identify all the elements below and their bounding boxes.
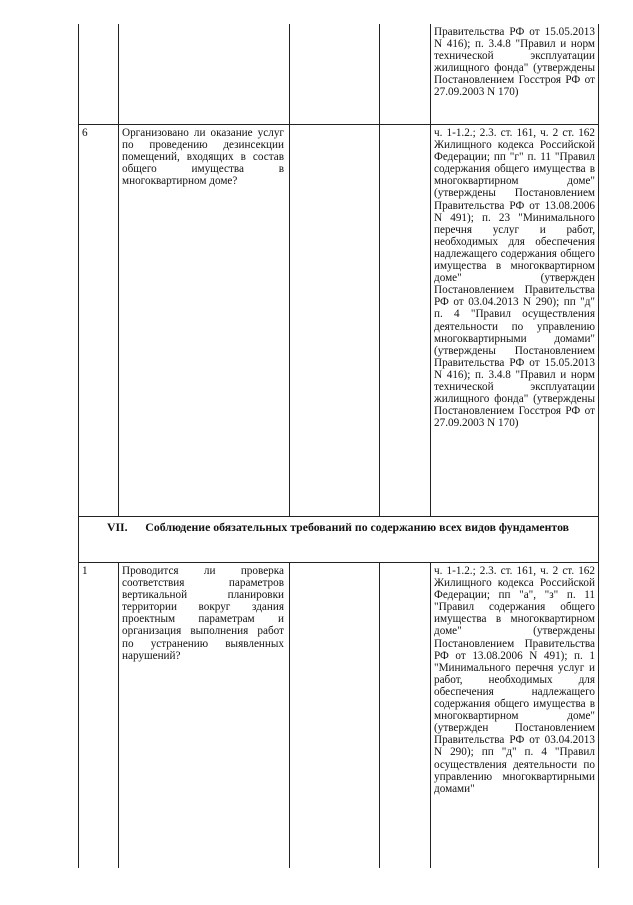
col-border-question-2 xyxy=(289,562,290,868)
col-border-number xyxy=(118,24,119,516)
section-title-text: Соблюдение обязательных требований по содержанию всех видов фундаментов xyxy=(145,520,570,534)
question-cell: Организовано ли оказание услуг по проведению дезинсекции помещений, входящих в состав общего имущества в многоквартирном доме? xyxy=(122,127,284,188)
col-border-mid xyxy=(379,24,380,516)
question-cell: Проводится ли проверка соответствия параметров вертикальной планировки территории вокруг здания проектным параметрам и организация выполнения работ по устранению выявленных нарушений? xyxy=(122,565,284,662)
col-border-basis-2 xyxy=(430,562,431,868)
col-border-basis xyxy=(430,24,431,516)
section-border-right xyxy=(598,516,599,562)
col-border-right-2 xyxy=(598,562,599,868)
section-numeral: VII. xyxy=(106,520,128,534)
col-border-question xyxy=(289,24,290,516)
row-divider xyxy=(78,124,599,125)
section-top-line xyxy=(78,516,599,517)
col-border-left xyxy=(78,24,79,516)
row-number: 1 xyxy=(82,565,88,577)
col-border-left-2 xyxy=(78,562,79,868)
col-border-mid-2 xyxy=(379,562,380,868)
legal-basis-cell: Правительства РФ от 15.05.2013 N 416); п. 3.4.8 "Правил и норм технической эксплуатации жилищного фонда" (утверждены Постановлением Госстроя РФ от 27.09.2003 N 170) xyxy=(434,26,595,99)
legal-basis-cell: ч. 1-1.2.; 2.3. ст. 161, ч. 2 ст. 162 Жилищного кодекса Российской Федерации; пп "а", "з" п. 11 "Правил содержания общего имущества в многоквартирном доме" (утверждены Постановлением Правительства РФ от 13.08.2006 N 491); п. 1 "Минимального перечня услуг и работ, необходимых для обеспечения надлежащего содержания общего имущества в многоквартирном доме" (утвержден Постановлением Правительства РФ от 03.04.2013 N 290); пп "д" п. 4 "Правил осуществления деятельности по управлению многоквартирными домами" xyxy=(434,565,595,795)
section-bottom-line xyxy=(78,562,599,563)
col-border-number-2 xyxy=(118,562,119,868)
legal-basis-cell: ч. 1-1.2.; 2.3. ст. 161, ч. 2 ст. 162 Жилищного кодекса Российской Федерации; пп "г" п. 11 "Правил содержания общего имущества в многоквартирном доме" (утверждены Постановлением Правительства РФ от 13.08.2006 N 491); п. 23 "Минимального перечня услуг и работ, необходимых для обеспечения надлежащего содержания общего имущества в многоквартирном доме" (утвержден Постановлением Правительства РФ от 03.04.2013 N 290); пп "д" п. 4 "Правил осуществления деятельности по управлению многоквартирными домами" (утверждены Постановлением Правительства РФ от 15.05.2013 N 416); п. 3.4.8 "Правил и норм технической эксплуатации жилищного фонда" (утверждены Постановлением Госстроя РФ от 27.09.2003 N 170) xyxy=(434,127,595,430)
col-border-right xyxy=(598,24,599,516)
section-heading xyxy=(78,520,598,535)
row-number: 6 xyxy=(82,127,88,139)
